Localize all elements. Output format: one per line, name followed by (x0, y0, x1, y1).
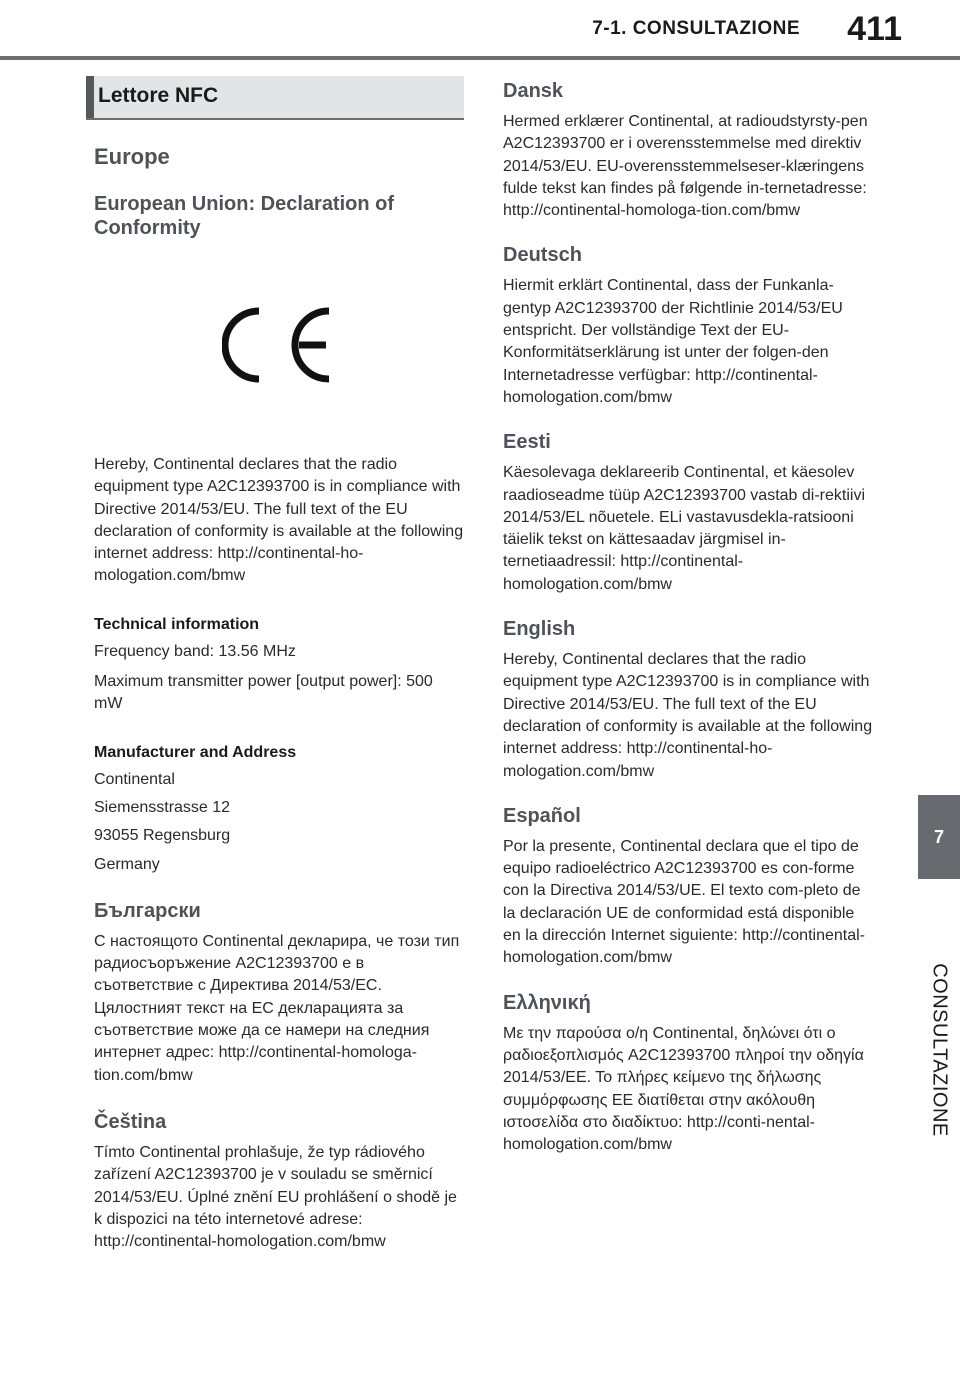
language-heading-es: Español (503, 804, 581, 827)
language-heading-de: Deutsch (503, 244, 582, 267)
language-text-de: Hiermit erklärt Continental, dass der Funkanla-gentyp A2C12393700 der Richtlinie 2014/53/EU entspricht. Der vollständige Text der EU-Konformitätserklärung ist unter der folgen-den Internetadresse verfügbar: http://continental-homologation.com/bmw (503, 277, 843, 406)
language-text-da: Hermed erklærer Continental, at radioudstyrsty-pen A2C12393700 er i overensstemmelse med direktiv 2014/53/EU. EU-overensstemmelseser-klæringens fulde tekst kan findes på følgende in-ternetadresse: http://continental-homologa-tion.com/bmw (503, 113, 868, 220)
language-heading-et: Eesti (503, 431, 551, 454)
language-text-et: Käesolevaga deklareerib Continental, et käesolev raadioseadme tüüp A2C12393700 vastab di-rektiivi 2014/53/EL nõuetele. ELi vastavusdekla-ratsiooni täielik tekst on kättesaadav järgmisel in-ternetiaadressil: http://continental-homologation.com/bmw (503, 464, 866, 593)
ce-mark-icon (222, 306, 332, 384)
language-heading-en: English (503, 618, 576, 641)
language-text-es: Por la presente, Continental declara que el tipo de equipo radioeléctrico A2C12393700 es con-forme con la Directiva 2014/53/UE. El texto com-pleto de la declaración UE de conformidad está disponible en la dirección Internet siguiente: http://continental-homologation.com/bmw (503, 837, 865, 967)
language-text-cs: Tímto Continental prohlašuje, že typ rádiového zařízení A2C12393700 je v souladu se směrnicí 2014/53/EU. Úplné znění EU prohlášení o shodě je k dispozici na této internetové adrese: http://continental-homologation.com/bmw (94, 1143, 457, 1251)
chapter-tab: 7 (918, 795, 960, 879)
section-header (86, 76, 464, 120)
address-line: 93055 Regensburg (94, 827, 231, 845)
max-power: Maximum transmitter power [output power]: 500 mW (94, 673, 433, 713)
chapter-side-label (918, 890, 960, 1210)
address-line: Continental (94, 770, 175, 788)
language-heading-da: Dansk (503, 80, 564, 102)
header-divider (0, 56, 960, 60)
left-column (94, 76, 464, 1253)
technical-heading: Technical information (94, 615, 260, 633)
page-number: 411 (847, 10, 902, 48)
language-text-el: Με την παρούσα ο/η Continental, δηλώνει ότι ο ραδιοεξοπλισμός A2C12393700 πληροί την οδηγία 2014/53/ΕΕ. Το πλήρες κείμενο της δήλωσης συμμόρφωσης ΕΕ διατίθεται στην ακόλουθη ιστοσελίδα στο διαδίκτυο: http://conti-nental-homologation.com/bmw (503, 1024, 864, 1154)
declaration-text: Hereby, Continental declares that the radio equipment type A2C12393700 is in compliance with Directive 2014/53/EU. The full text of the EU declaration of conformity is available at the following internet address: http://continental-ho-mologation.com/bmw (94, 456, 464, 585)
language-text-en: Hereby, Continental declares that the radio equipment type A2C12393700 is in compliance with Directive 2014/53/EU. The full text of the EU declaration of conformity is available at the following internet address: http://continental-ho-mologation.com/bmw (503, 651, 873, 780)
chapter-side-label-text: CONSULTAZIONE (928, 963, 951, 1137)
chapter-title: 7-1. CONSULTAZIONE (592, 18, 800, 39)
section-title: Lettore NFC (98, 84, 219, 107)
right-column (503, 80, 873, 1156)
language-text-bg: С настоящото Continental декларира, че този тип радиосъоръжение A2C12393700 е в съответствие с Директива 2014/53/ЕС. Цялостният текст на ЕС декларацията за съответствие може да се намери на следния интернет адрес: http://continental-homologa-tion.com/bmw (94, 932, 460, 1084)
frequency-band: Frequency band: 13.56 MHz (94, 642, 296, 660)
language-heading-bg: Български (94, 899, 201, 922)
language-heading-el: Ελληνική (503, 991, 591, 1014)
address-line: Siemensstrasse 12 (94, 798, 231, 816)
declaration-heading: European Union: Declaration of Conformity (94, 193, 395, 239)
language-heading-cs: Čeština (94, 1110, 167, 1133)
manufacturer-heading: Manufacturer and Address (94, 743, 297, 761)
address-line: Germany (94, 855, 160, 873)
region-heading: Europe (94, 144, 170, 169)
